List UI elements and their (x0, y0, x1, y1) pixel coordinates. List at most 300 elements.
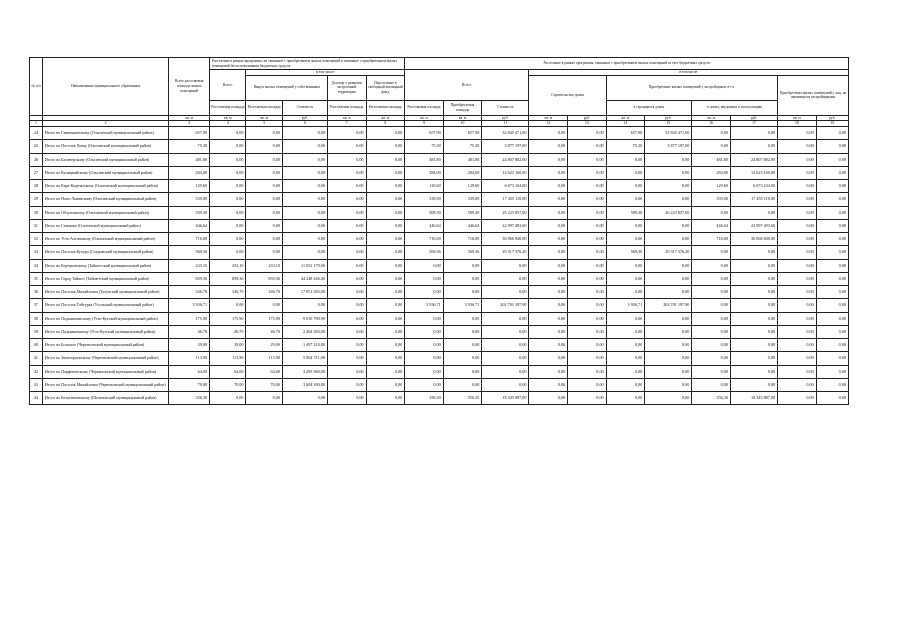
col-number: 14 (606, 121, 645, 127)
cell-c12: 0,00 (529, 392, 568, 405)
cell-c3: 175,90 (169, 312, 210, 325)
cell-c4: 46,70 (210, 325, 246, 338)
municipality-name: Итого по Кара-Кыргызскому (Ольгинский муниципальный район) (42, 180, 168, 193)
cell-c12: 0,00 (529, 127, 568, 140)
cell-c14: 0,00 (606, 339, 645, 352)
cell-c11: 0,00 (482, 339, 529, 352)
col-no-header: № п/п (30, 58, 43, 116)
cell-c6: 3 604 300,00 (282, 378, 327, 391)
cell-c6: 1 497 210,00 (282, 339, 327, 352)
cell-c8: 0,00 (366, 325, 405, 338)
cell-c16: 356,30 (692, 392, 731, 405)
cell-c12: 0,00 (529, 312, 568, 325)
cell-c16: 0,00 (692, 206, 731, 219)
cell-c7: 0,00 (327, 365, 366, 378)
unit-cell: руб. (568, 115, 607, 121)
cell-c3: 446,64 (169, 219, 210, 232)
cell-c14: 0,00 (606, 259, 645, 272)
unit-cell: кв. м (366, 115, 405, 121)
cell-c9: 657,90 (405, 127, 444, 140)
cell-c7: 0,00 (327, 206, 366, 219)
cell-c6: 2 404 583,00 (282, 325, 327, 338)
cell-c7: 0,00 (327, 272, 366, 285)
cell-c13: 0,00 (568, 272, 607, 285)
cell-c16: 339,00 (692, 193, 731, 206)
cell-c14: 0,00 (606, 166, 645, 179)
row-number: 26 (30, 153, 43, 166)
cell-c10: 481,80 (443, 153, 482, 166)
cell-c3: 509,30 (169, 206, 210, 219)
cell-c5: 29,00 (246, 339, 282, 352)
cell-c13: 0,00 (568, 392, 607, 405)
cell-c16: 284,00 (692, 166, 731, 179)
cell-c7: 0,00 (327, 193, 366, 206)
cell-c6: 0,00 (282, 233, 327, 246)
cell-c11: 0,00 (482, 286, 529, 299)
cell-c3: 569,36 (169, 246, 210, 259)
cell-c6: 44 248 446,40 (282, 272, 327, 285)
cell-c12: 0,00 (529, 339, 568, 352)
cell-c6: 3 295 360,00 (282, 365, 327, 378)
col-number: 12 (529, 121, 568, 127)
cell-c16: 0,00 (692, 127, 731, 140)
cell-c16: 716,00 (692, 233, 731, 246)
cell-c13: 0,00 (568, 206, 607, 219)
cell-c16: 0,00 (692, 272, 731, 285)
municipality-name: Итого по Берецковскому (Тайшетский муниципальный район) (42, 259, 168, 272)
cell-c3: 129,60 (169, 180, 210, 193)
cell-c14: 0,00 (606, 325, 645, 338)
cell-c19: 0,00 (816, 233, 848, 246)
cell-c16: 0,00 (692, 246, 731, 259)
cell-c7: 0,00 (327, 392, 366, 405)
cell-c15: 0,00 (645, 352, 692, 365)
cell-c3: 233,10 (169, 259, 210, 272)
cell-c4: 0,00 (210, 233, 246, 246)
cell-c4: 70,00 (210, 378, 246, 391)
cell-c6: 11 032 179,00 (282, 259, 327, 272)
cell-c18: 0,00 (778, 219, 817, 232)
cell-c8: 0,00 (366, 180, 405, 193)
sub-area-1: Расселяемая площадь (210, 100, 246, 115)
sub-acquired-1: Приобретаемая площадь (443, 100, 482, 115)
cell-c15: 32 845 471,00 (645, 127, 692, 140)
cell-c11: 3 877 197,00 (482, 140, 529, 153)
cell-c5: 0,00 (246, 193, 282, 206)
cell-c14: 0,00 (606, 233, 645, 246)
municipality-name: Итого по Ново-Ланинскому (Ольгинский муниципальный район) (42, 193, 168, 206)
cell-c7: 0,00 (327, 339, 366, 352)
right-other-header: Приобретение жилых помещений у лиц, не являющихся застройщиками (778, 75, 849, 115)
cell-c8: 0,00 (366, 339, 405, 352)
cell-c18: 0,00 (778, 180, 817, 193)
col-number: 18 (778, 121, 817, 127)
cell-c10: 3 936,71 (443, 299, 482, 312)
left-contract-header: Договор о развитии застроенной территории (327, 75, 366, 100)
cell-c7: 0,00 (327, 259, 366, 272)
cell-c6: 0,00 (282, 206, 327, 219)
cell-c14: 0,00 (606, 378, 645, 391)
cell-c3: 29,00 (169, 339, 210, 352)
sub-area-5: Расселяемая площадь (405, 100, 444, 115)
cell-c4: 0,00 (210, 299, 246, 312)
cell-c12: 0,00 (529, 286, 568, 299)
cell-c9: 0,00 (405, 365, 444, 378)
cell-c4: 0,00 (210, 140, 246, 153)
cell-c15: 29 317 376,20 (645, 246, 692, 259)
row-number: 42 (30, 365, 43, 378)
cell-c13: 0,00 (568, 352, 607, 365)
cell-c10: 0,00 (443, 272, 482, 285)
cell-c18: 0,00 (778, 312, 817, 325)
cell-c14: 0,00 (606, 286, 645, 299)
cell-c19: 0,00 (816, 166, 848, 179)
sub-cost-1: Стоимость (282, 100, 327, 115)
cell-c17: 0,00 (730, 127, 777, 140)
cell-c9: 0,00 (405, 286, 444, 299)
cell-c9: 0,00 (405, 312, 444, 325)
cell-c16: 0,00 (692, 365, 731, 378)
municipality-name: Итого по Город Тайшет (Тайшетский муниципальный район) (42, 272, 168, 285)
cell-c7: 0,00 (327, 219, 366, 232)
cell-c9: 569,36 (405, 246, 444, 259)
table-row (30, 272, 849, 285)
cell-c10: 0,00 (443, 286, 482, 299)
cell-c16: 129,60 (692, 180, 731, 193)
cell-c12: 0,00 (529, 365, 568, 378)
row-number: 35 (30, 272, 43, 285)
unit-cell: руб. (282, 115, 327, 121)
table-row (30, 193, 849, 206)
cell-c7: 0,00 (327, 153, 366, 166)
cell-c6: 0,00 (282, 166, 327, 179)
cell-c8: 0,00 (366, 140, 405, 153)
cell-c15: 3 877 197,00 (645, 140, 692, 153)
cell-c10: 657,90 (443, 127, 482, 140)
cell-c17: 0,00 (730, 259, 777, 272)
cell-c13: 0,00 (568, 140, 607, 153)
cell-c14: 75,30 (606, 140, 645, 153)
cell-c5: 113,90 (246, 352, 282, 365)
table-header (30, 58, 849, 127)
cell-c12: 0,00 (529, 153, 568, 166)
row-number: 25 (30, 140, 43, 153)
cell-c9: 0,00 (405, 352, 444, 365)
cell-c16: 0,00 (692, 286, 731, 299)
cell-c12: 0,00 (529, 233, 568, 246)
cell-c18: 0,00 (778, 325, 817, 338)
cell-c18: 0,00 (778, 272, 817, 285)
cell-c7: 0,00 (327, 180, 366, 193)
cell-c16: 446,64 (692, 219, 731, 232)
cell-c14: 0,00 (606, 352, 645, 365)
row-number: 41 (30, 352, 43, 365)
row-number: 38 (30, 312, 43, 325)
cell-c9: 0,00 (405, 272, 444, 285)
cell-c6: 0,00 (282, 180, 327, 193)
cell-c9: 481,80 (405, 153, 444, 166)
cell-c19: 0,00 (816, 140, 848, 153)
cell-c17: 24 807 882,00 (730, 153, 777, 166)
municipality-name: Итого по Купицкийскому (Ольгинский муниципальный район) (42, 166, 168, 179)
cell-c3: 657,90 (169, 127, 210, 140)
row-number: 37 (30, 299, 43, 312)
cell-c13: 0,00 (568, 193, 607, 206)
cell-c15: 0,00 (645, 325, 692, 338)
table-row (30, 286, 849, 299)
cell-c6: 0,00 (282, 246, 327, 259)
cell-c8: 0,00 (366, 153, 405, 166)
cell-c7: 0,00 (327, 325, 366, 338)
cell-c9: 446,64 (405, 219, 444, 232)
col-number: 9 (405, 121, 444, 127)
cell-c14: 0,00 (606, 153, 645, 166)
cell-c12: 0,00 (529, 219, 568, 232)
cell-c12: 0,00 (529, 140, 568, 153)
cell-c13: 0,00 (568, 153, 607, 166)
cell-c15: 26 223 857,00 (645, 206, 692, 219)
cell-c19: 0,00 (816, 325, 848, 338)
cell-c10: 509,30 (443, 206, 482, 219)
table-row (30, 259, 849, 272)
cell-c15: 0,00 (645, 286, 692, 299)
cell-c13: 0,00 (568, 219, 607, 232)
cell-c11: 0,00 (482, 352, 529, 365)
cell-c14: 0,00 (606, 272, 645, 285)
cell-c14: 0,00 (606, 193, 645, 206)
cell-c13: 0,00 (568, 365, 607, 378)
cell-c13: 0,00 (568, 325, 607, 338)
cell-c4: 0,00 (210, 219, 246, 232)
cell-c11: 6 673 104,00 (482, 180, 529, 193)
cell-c8: 0,00 (366, 193, 405, 206)
cell-c11: 26 223 857,00 (482, 206, 529, 219)
cell-c18: 0,00 (778, 206, 817, 219)
municipality-name: Итого по Поселок Михайловка (Тулунский муниципальный район) (42, 286, 168, 299)
cell-c8: 0,00 (366, 246, 405, 259)
sub-area-4: Расселяемая площадь (366, 100, 405, 115)
cell-c3: 75,30 (169, 140, 210, 153)
cell-c13: 0,00 (568, 339, 607, 352)
cell-c7: 0,00 (327, 140, 366, 153)
cell-c17: 0,00 (730, 140, 777, 153)
cell-c5: 346,70 (246, 286, 282, 299)
cell-c8: 0,00 (366, 127, 405, 140)
unit-cell: кв. м (405, 115, 444, 121)
municipality-name: Итого по Поселок Тайтурка (Усольский муниципальный район) (42, 299, 168, 312)
group-left-subtitle: в том числе: (246, 70, 405, 76)
table-row (30, 233, 849, 246)
cell-c17: 36 866 840,00 (730, 233, 777, 246)
cell-c6: 0,00 (282, 193, 327, 206)
cell-c9: 0,00 (405, 259, 444, 272)
cell-c7: 0,00 (327, 299, 366, 312)
cell-c15: 0,00 (645, 153, 692, 166)
row-number: 28 (30, 180, 43, 193)
table-row (30, 312, 849, 325)
cell-c10: 284,00 (443, 166, 482, 179)
cell-c9: 284,00 (405, 166, 444, 179)
cell-c6: 0,00 (282, 299, 327, 312)
cell-c17: 0,00 (730, 378, 777, 391)
cell-c4: 0,00 (210, 246, 246, 259)
table-row (30, 325, 849, 338)
cell-c11: 29 317 376,20 (482, 246, 529, 259)
table-row (30, 180, 849, 193)
municipality-name: Итого по Басинерскому (Ольгинский муниципальный район) (42, 153, 168, 166)
cell-c10: 356,30 (443, 392, 482, 405)
municipality-name: Итого по Облуплиному (Ольгинский муниципальный район) (42, 206, 168, 219)
cell-c10: 716,00 (443, 233, 482, 246)
cell-c12: 0,00 (529, 299, 568, 312)
unit-cell: руб. (816, 115, 848, 121)
cell-c4: 0,00 (210, 193, 246, 206)
row-number: 31 (30, 219, 43, 232)
cell-c17: 0,00 (730, 246, 777, 259)
cell-c14: 0,00 (606, 180, 645, 193)
unit-cell: кв. м (443, 115, 482, 121)
unit-cell: руб. (645, 115, 692, 121)
table-row (30, 219, 849, 232)
cell-c11: 24 807 882,00 (482, 153, 529, 166)
cell-c13: 0,00 (568, 286, 607, 299)
cell-c10: 0,00 (443, 352, 482, 365)
cell-c9: 129,60 (405, 180, 444, 193)
cell-c17: 0,00 (730, 312, 777, 325)
cell-c3: 481,80 (169, 153, 210, 166)
cell-c18: 0,00 (778, 166, 817, 179)
cell-c14: 569,36 (606, 246, 645, 259)
cell-c5: 233,10 (246, 259, 282, 272)
right-total-header: Всего: (405, 70, 529, 101)
cell-c7: 0,00 (327, 166, 366, 179)
municipality-name: Итого по Большое (Черемховский муниципальный район) (42, 339, 168, 352)
cell-c15: 202 701 197,90 (645, 299, 692, 312)
cell-c15: 0,00 (645, 233, 692, 246)
municipality-name: Итого по Усть-Алтанскому (Ольгинский муниципальный район) (42, 233, 168, 246)
cell-c11: 0,00 (482, 378, 529, 391)
col-number: 15 (645, 121, 692, 127)
cell-c8: 0,00 (366, 219, 405, 232)
cell-c6: 0,00 (282, 127, 327, 140)
cell-c7: 0,00 (327, 127, 366, 140)
cell-c5: 0,00 (246, 299, 282, 312)
col-number: 10 (443, 121, 482, 127)
cell-c9: 356,30 (405, 392, 444, 405)
unit-cell: кв. м (606, 115, 645, 121)
cell-c18: 0,00 (778, 339, 817, 352)
cell-c19: 0,00 (816, 259, 848, 272)
row-number: 29 (30, 193, 43, 206)
col-number: 5 (246, 121, 282, 127)
cell-c15: 0,00 (645, 166, 692, 179)
sub-area-2: Расселяемая площадь (246, 100, 282, 115)
left-free-header: Переселение в свободный жилищный фонд (366, 75, 405, 100)
cell-c9: 75,30 (405, 140, 444, 153)
col-number: 11 (482, 121, 529, 127)
row-number: 33 (30, 246, 43, 259)
unit-cell: кв. м (692, 115, 731, 121)
row-number: 34 (30, 259, 43, 272)
table-row (30, 246, 849, 259)
unit-cell: кв. м (210, 115, 246, 121)
right-purchase-header: Приобретение жилых помещений у застройщиков, в т.ч. (606, 75, 777, 100)
cell-c5: 0,00 (246, 233, 282, 246)
cell-c10: 446,64 (443, 219, 482, 232)
unit-cell: руб. (730, 115, 777, 121)
cell-c16: 0,00 (692, 259, 731, 272)
municipality-name: Итого по Поселок Хунау (Ольгинский муниципальный район) (42, 140, 168, 153)
cell-c4: 0,00 (210, 206, 246, 219)
cell-c11: 22 997 493,60 (482, 219, 529, 232)
cell-c10: 339,00 (443, 193, 482, 206)
cell-c17: 0,00 (730, 365, 777, 378)
cell-c5: 0,00 (246, 392, 282, 405)
cell-c11: 0,00 (482, 312, 529, 325)
cell-c5: 0,00 (246, 140, 282, 153)
cell-c18: 0,00 (778, 286, 817, 299)
cell-c11: 0,00 (482, 365, 529, 378)
col-number: 6 (282, 121, 327, 127)
cell-c19: 0,00 (816, 312, 848, 325)
cell-c5: 0,00 (246, 166, 282, 179)
cell-c18: 0,00 (778, 193, 817, 206)
cell-c4: 0,00 (210, 166, 246, 179)
cell-c9: 0,00 (405, 378, 444, 391)
cell-c15: 0,00 (645, 193, 692, 206)
right-build-header: Строительство домов (529, 75, 606, 115)
table-row (30, 365, 849, 378)
cell-c12: 0,00 (529, 325, 568, 338)
cell-c18: 0,00 (778, 259, 817, 272)
cell-c4: 859,36 (210, 272, 246, 285)
cell-c11: 0,00 (482, 272, 529, 285)
table-row (30, 378, 849, 391)
cell-c17: 0,00 (730, 286, 777, 299)
cell-c16: 0,00 (692, 325, 731, 338)
cell-c13: 0,00 (568, 259, 607, 272)
cell-c15: 0,00 (645, 219, 692, 232)
cell-c9: 3 936,71 (405, 299, 444, 312)
left-owner-header: Выкуп жилых помещений у собственников (246, 75, 327, 100)
cell-c19: 0,00 (816, 352, 848, 365)
cell-c8: 0,00 (366, 378, 405, 391)
municipality-name: Итого по Поселок Кучура (Сгадынский муниципальный район) (42, 246, 168, 259)
col-number: 17 (730, 121, 777, 127)
left-total-header: Всего: (210, 70, 246, 101)
table-row (30, 206, 849, 219)
cell-c12: 0,00 (529, 246, 568, 259)
cell-c11: 17 455 110,00 (482, 193, 529, 206)
cell-c17: 14 623 160,00 (730, 166, 777, 179)
col-number: 4 (210, 121, 246, 127)
row-number: 24 (30, 127, 43, 140)
cell-c18: 0,00 (778, 299, 817, 312)
cell-c3: 70,00 (169, 378, 210, 391)
cell-c6: 0,00 (282, 153, 327, 166)
cell-c13: 0,00 (568, 233, 607, 246)
cell-c8: 0,00 (366, 166, 405, 179)
col-number: 7 (327, 121, 366, 127)
cell-c19: 0,00 (816, 339, 848, 352)
table-row (30, 153, 849, 166)
col-number: 2 (42, 121, 168, 127)
cell-c17: 6 673 104,00 (730, 180, 777, 193)
cell-c11: 0,00 (482, 325, 529, 338)
cell-c15: 0,00 (645, 259, 692, 272)
cell-c17: 0,00 (730, 206, 777, 219)
document-sheet (29, 57, 849, 405)
